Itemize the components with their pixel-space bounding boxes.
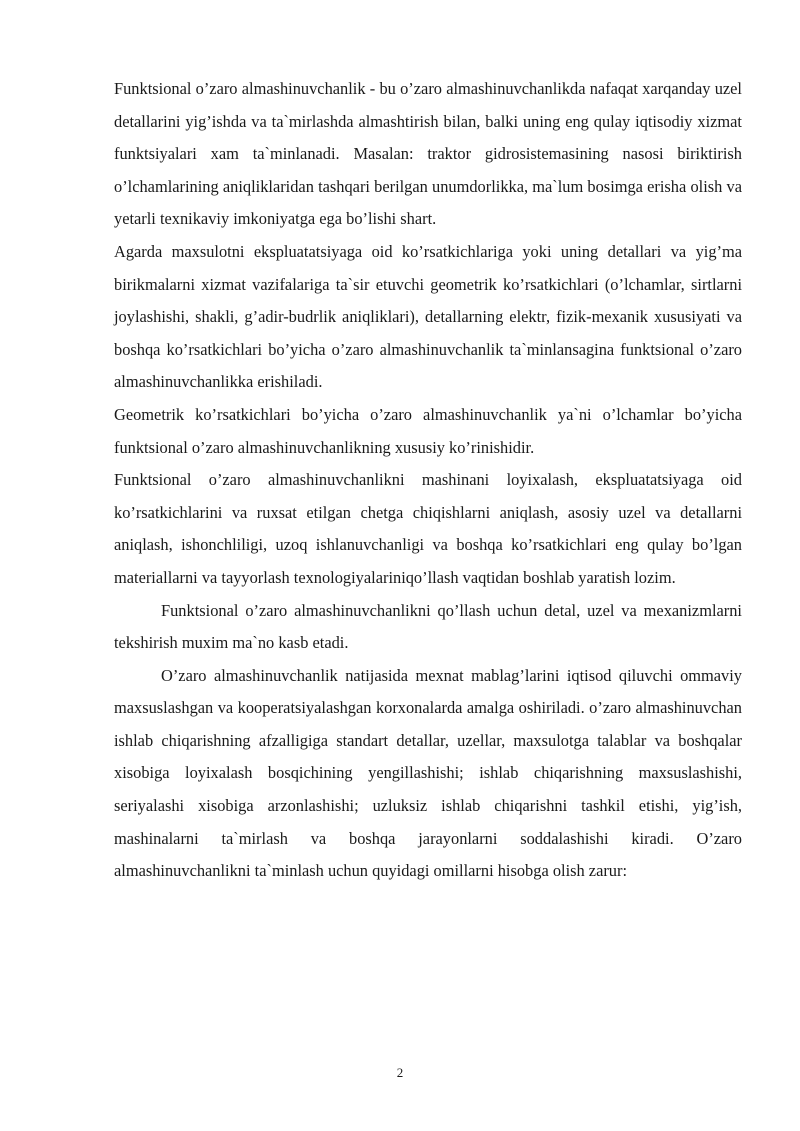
paragraph-geometric-indicators: Geometrik ko’rsatkichlari bo’yicha o’zaro almashinuvchanlik ya`ni o’lchamlar bo’yicha funktsional o’zaro almashinuvchanlikning xususiy ko’rinishidir. xyxy=(114,404,742,457)
paragraph-inspection: Funktsional o’zaro almashinuvchanlikni qo’llash uchun detal, uzel va mexanizmlarni tekshirish muxim ma`no kasb etadi. xyxy=(114,600,742,653)
body-text xyxy=(114,73,742,888)
paragraph-functional-definition: Funktsional o’zaro almashinuvchanlik - bu o’zaro almashinuvchanlikda nafaqat xarqanday uzel detallarini yig’ishda va ta`mirlashda almashtirish bilan, balki uning eng qulay iqtisodiy xizmat funktsiyalari xam ta`minlanadi. Masalan: traktor gidrosistemasining nasosi biriktirish o’lchamlarining aniqliklaridan tashqari berilgan unumdorlikka, ma`lum bosimga erisha olish va yetarli texnikaviy imkoniyatga ega bo’lishi shart. xyxy=(114,79,742,229)
page-number: 2 xyxy=(396,1065,404,1080)
paragraph-operational-indicators: Agarda maxsulotni ekspluatatsiyaga oid ko’rsatkichlariga yoki uning detallari va yig’ma birikmalarni xizmat vazifalariga ta`sir etuvchi geometrik ko’rsatkichlari (o’lchamlar, sirtlarni joylashishi, shakli, g’adir-budrlik aniqliklari), detallarning elektr, fizik-mexanik xususiyati va boshqa ko’rsatkichlari bo’yicha o’zaro almashinuvchanlik ta`minlansagina funktsional o’zaro almashinuvchanlikka erishiladi. xyxy=(114,241,742,392)
paragraph-design-stage: Funktsional o’zaro almashinuvchanlikni mashinani loyixalash, ekspluatatsiyaga oid ko’rsatkichlarini va ruxsat etilgan chetga chiqishlarni aniqlash, asosiy uzel va detallarni aniqlash, ishonchliligi, uzoq ishlanuvchanligi va boshqa ko’rsatkichlari eng qulay bo’lgan materiallarni va tayyorlash texnologiyalariniqo’llash vaqtidan boshlab yaratish lozim. xyxy=(114,470,742,587)
paragraph-advantages: O’zaro almashinuvchanlik natijasida mexnat mablag’larini iqtisod qiluvchi ommaviy maxsuslashgan va kooperatsiyalashgan korxonalarda amalga oshiriladi. o’zaro almashinuvchan ishlab chiqarishning afzalligiga standart detallar, uzellar, maxsulotga talablar va boshqalar xisobiga loyixalash bosqichining yengillashishi; ishlab chiqarishning maxsuslashishi, seriyalashi xisobiga arzonlashishi; uzluksiz ishlab chiqarishni tashkil etishi, yig’ish, mashinalarni ta`mirlash va boshqa jarayonlarni soddalashishi kiradi. O’zaro almashinuvchanlikni ta`minlash uchun quyidagi omillarni hisobga olish zarur: xyxy=(114,665,742,881)
